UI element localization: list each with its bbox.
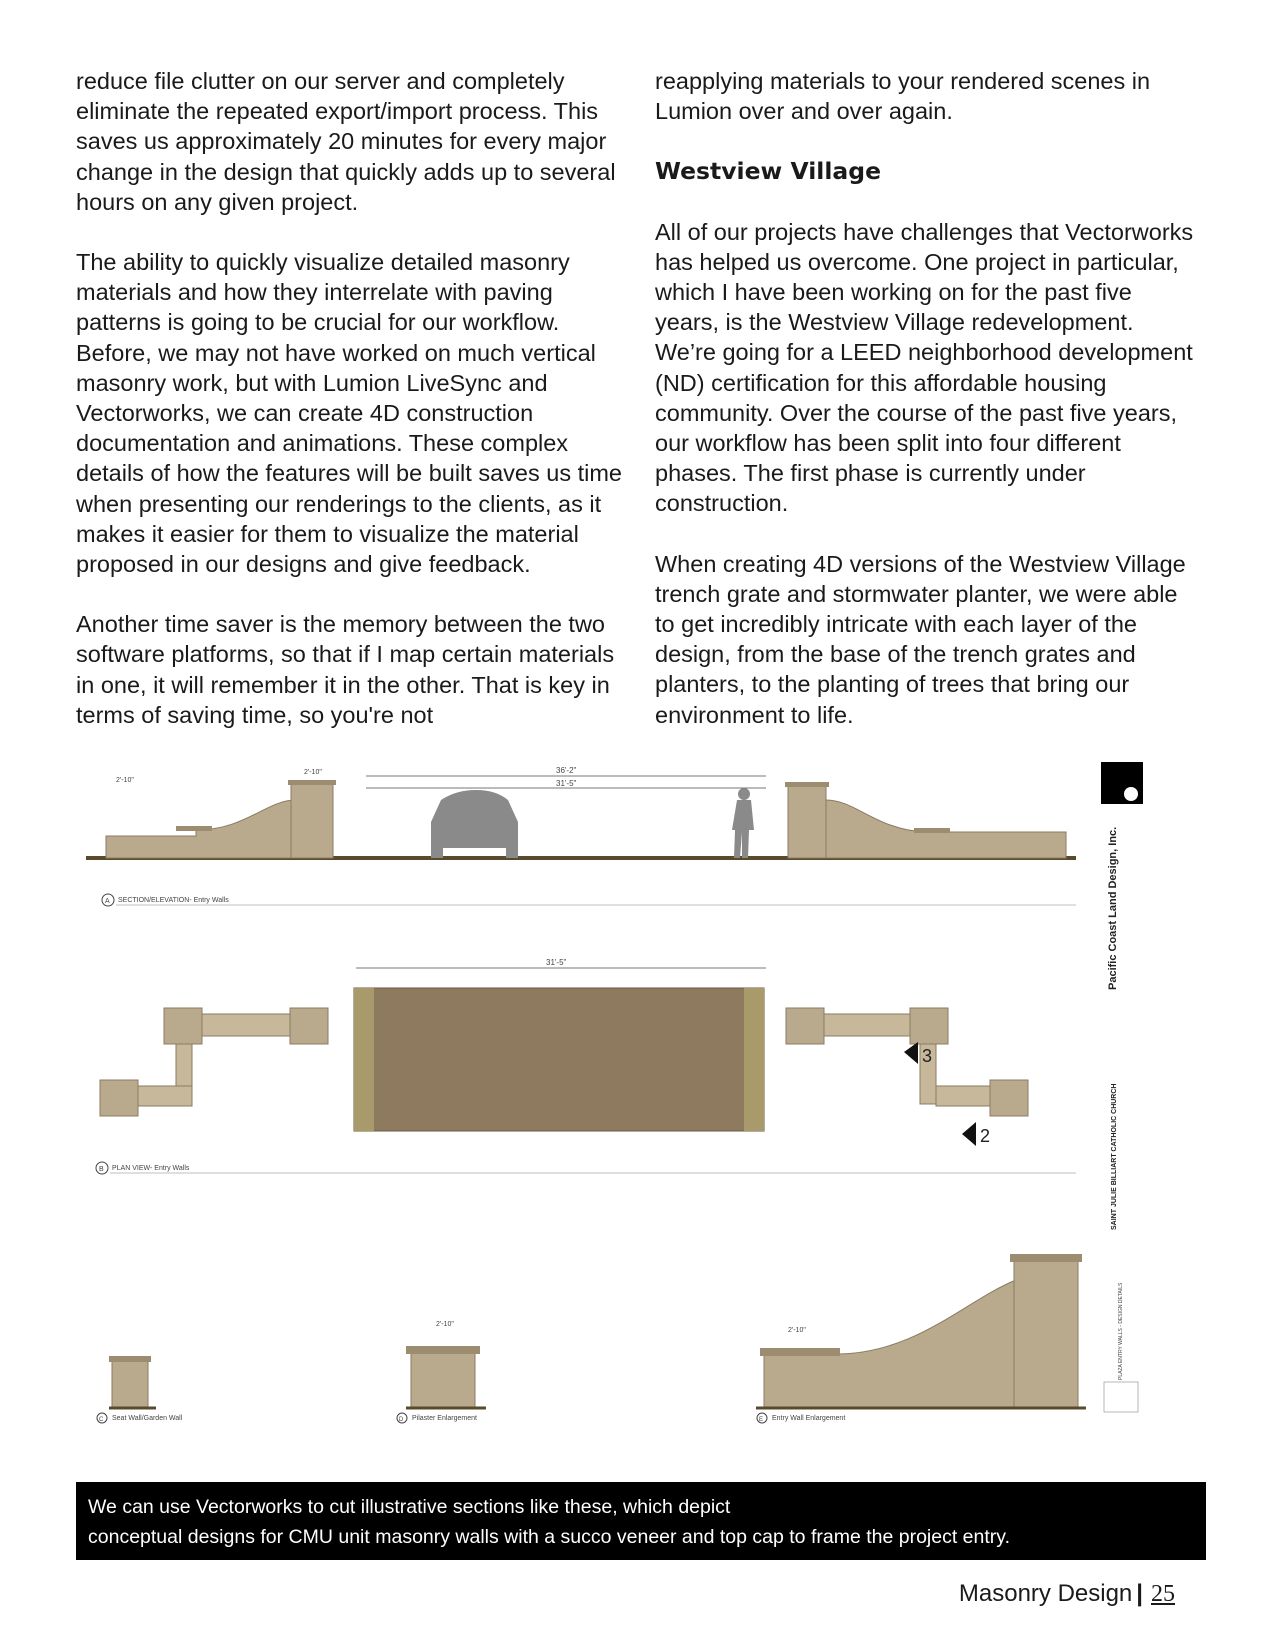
plan-right-pier-top: [786, 1008, 824, 1044]
caption-line-2: conceptual designs for CMU unit masonry walls with a succo veneer and top cap to frame the project entry.: [88, 1526, 1011, 1548]
detail-d-title: Pilaster Enlargement: [412, 1415, 477, 1422]
titleblock-sheet: PLAZA ENTRY WALLS - DESIGN DETAILS: [1118, 1282, 1124, 1380]
car-silhouette: [431, 790, 518, 858]
detail-e-title: Entry Wall Enlargement: [772, 1415, 846, 1422]
dim-overall-2: 31'-5": [556, 779, 577, 788]
section-heading: Westview Village: [655, 157, 882, 186]
detail-d-pilaster: [411, 1352, 475, 1408]
footer-section-title: Masonry Design: [958, 1580, 1133, 1607]
left-paragraph-2: The ability to quickly visualize detailed masonry materials and how they interrelate with paving patterns is going to be crucial for our workflow. Before, we may not have worked on much vertical masonry work, but with Lumion LiveSync and Vectorworks, we can create 4D construction documentation and animations. These complex details of how the features will be built saves us time when presenting our renderings to the clients, as it makes it easier for them to visualize the material proposed in our designs and give feedback.: [76, 249, 622, 578]
right-pilaster: [788, 784, 826, 858]
svg-text:A: A: [105, 898, 110, 905]
right-column: [655, 66, 1200, 760]
plan-right-pier-bottom: [990, 1080, 1028, 1116]
svg-text:2: 2: [980, 1126, 991, 1146]
figure-caption: [76, 1482, 1206, 1560]
page-footer: [959, 1580, 1175, 1608]
detail-c-seat-wall: [112, 1360, 148, 1408]
dim-overall-1: 36'-2": [556, 766, 577, 775]
svg-text:C: C: [99, 1417, 104, 1423]
svg-text:E: E: [759, 1417, 764, 1423]
left-seat-cap: [176, 826, 212, 831]
caption-line-1: We can use Vectorworks to cut illustrative sections like these, which depict: [88, 1496, 731, 1518]
footer-separator: |: [1136, 1580, 1143, 1607]
right-paragraph-2: When creating 4D versions of the Westview Village trench grate and stormwater planter, we were able to get incredibly intricate with each layer of the design, from the base of the trench grates and planters, to the planting of trees that bring our environment to life.: [655, 550, 1186, 728]
right-paragraph-1: All of our projects have challenges that Vectorworks has helped us overcome. One project in particular, which I have been working on for the past five years, is the Westview Village redevelopment. We’re going for a LEED neighborhood development (ND) certification for this affordable housing community. Over the course of the past five years, our workflow has been split into four different phases. The first phase is currently under construction.: [655, 218, 1194, 517]
dim-left-wall: 2'-10": [116, 777, 134, 784]
plan-left-pier-bottom: [100, 1080, 138, 1116]
masonry-drawing-figure: [76, 760, 1206, 1482]
left-paragraph-1: reduce file clutter on our server and completely eliminate the repeated export/import process. This saves us approximately 20 minutes for every major change in the design that quickly adds up to several hours on any given project.: [76, 68, 616, 215]
dim-plan: 31'-5": [546, 958, 567, 967]
svg-text:2'-10": 2'-10": [436, 1321, 454, 1328]
svg-text:3: 3: [922, 1046, 933, 1066]
left-paragraph-3: Another time saver is the memory between the two software platforms, so that if I map certain materials in one, it will remember it in the other. That is key in terms of saving time, so you're not: [76, 611, 615, 728]
titleblock-project: SAINT JULIE BILLIART CATHOLIC CHURCH: [1111, 1083, 1118, 1230]
plan-left-pier-top: [164, 1008, 202, 1044]
left-column: [76, 66, 636, 760]
svg-text:B: B: [99, 1166, 104, 1173]
drawing-sheet: [76, 760, 1206, 1482]
svg-text:2'-10": 2'-10": [788, 1327, 806, 1334]
svg-text:D: D: [399, 1417, 404, 1423]
left-pilaster: [291, 782, 333, 858]
right-intro: reapplying materials to your rendered scenes in Lumion over and over again.: [655, 68, 1151, 125]
dim-left-pilaster: 2'-10": [304, 769, 322, 776]
detail-e-pilaster: [1014, 1260, 1078, 1408]
left-pilaster-cap: [288, 780, 336, 785]
detail-c-title: Seat Wall/Garden Wall: [112, 1415, 183, 1422]
plan-b-title: PLAN VIEW- Entry Walls: [112, 1165, 190, 1172]
section-a-title: SECTION/ELEVATION- Entry Walls: [118, 897, 229, 904]
page-number: 25: [1151, 1581, 1175, 1607]
titleblock-firm: Pacific Coast Land Design, Inc.: [1107, 826, 1119, 990]
paving-pattern: [354, 988, 764, 1131]
